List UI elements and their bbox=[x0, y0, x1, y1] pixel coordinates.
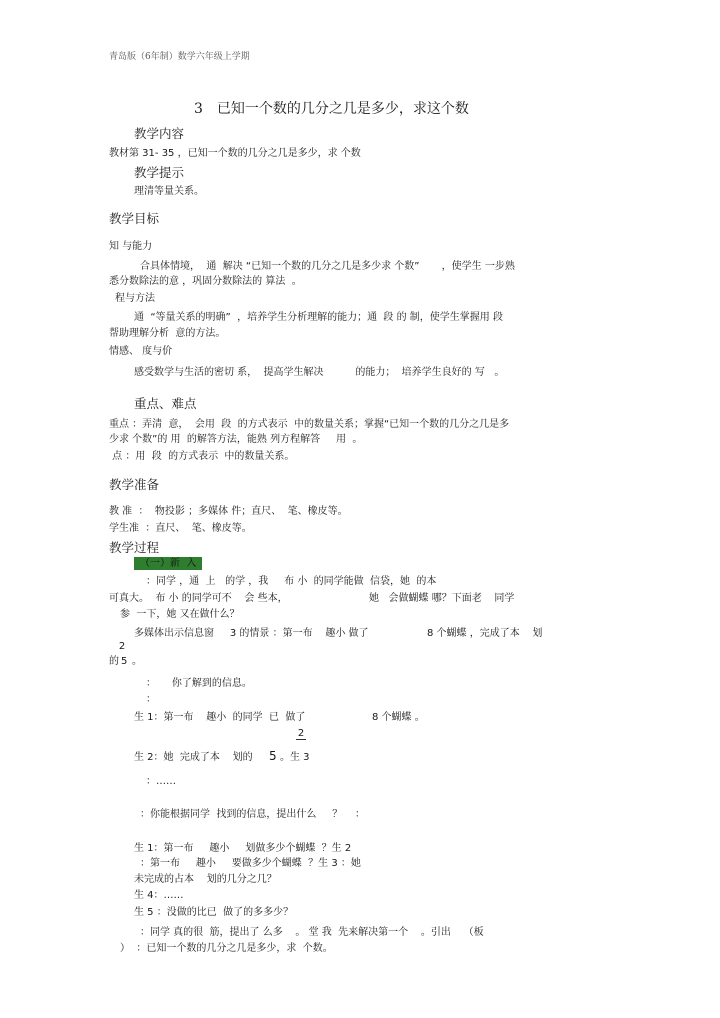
subheading-knowledge: 知 与能力 bbox=[109, 241, 153, 252]
section-heading-hint: 教学提示 bbox=[134, 165, 185, 180]
question-line-4: 生 4：…… bbox=[134, 890, 184, 901]
section-heading-content: 教学内容 bbox=[134, 126, 185, 141]
student-2-info-a: 生 2：她 完成了本 划的 bbox=[134, 752, 253, 763]
knowledge-line-2: 悉分数除法的意 ，巩固分数除法的 算法 。 bbox=[109, 276, 302, 287]
subheading-process: 程与方法 bbox=[115, 293, 155, 304]
question-line-2: ：第一布 趣小 要做多少个蝴蝶 ？生 3 ：她 bbox=[140, 858, 361, 869]
process-line-2: 帮助理解分析 意的方法。 bbox=[109, 328, 226, 339]
fraction-1-end: 。 bbox=[132, 656, 142, 667]
intro-line-2b: 她 会做蝴蝶 哪？下面老 同学 bbox=[369, 593, 515, 604]
section-heading-prep: 教学准备 bbox=[109, 477, 160, 492]
intro-line-3: 参 一下，她 又在做什么？ bbox=[120, 609, 240, 620]
intro-line-4a: 多媒体出示信息窗 3 的情景 ：第一布 趣小 做了 bbox=[134, 628, 369, 639]
emotion-line-1: 感受数学与生活的密切 系， 提高学生解决 的能力； 培养学生良好的 写 。 bbox=[134, 367, 505, 378]
key-line-2: 少求 个数”的 用 的解答方法，能熟 列方程解答 用 。 bbox=[109, 434, 363, 445]
subheading-emotion: 情感、 度与价 bbox=[109, 346, 173, 357]
procedure-step-label: （一）新 入 bbox=[134, 557, 202, 570]
running-header: 青岛版（6年制）数学六年级上学期 bbox=[109, 52, 250, 62]
student-2-info-b: 。生 3 bbox=[280, 752, 310, 763]
fraction-1-prefix: 的 bbox=[109, 656, 119, 667]
teacher-line-1: ：同学 真的很 筋，提出了 么多 。 堂 我 先来解决第一个 。引出 （板 bbox=[140, 927, 484, 938]
knowledge-line-1: 合具体情境， 通 解决 “已知一个数的几分之几是多少求 个数” ，使学生 一步熟 bbox=[140, 261, 515, 272]
fraction-2-denominator: 5 bbox=[269, 749, 277, 763]
question-line-1: 生 1：第一布 趣小 划做多少个蝴蝶 ？生 2 bbox=[134, 843, 352, 854]
intro-line-2a: 可真大。 布 小 的同学可不 会 些本， bbox=[109, 593, 288, 604]
key-line-1: 重点 ：弄清 意， 会用 段 的方式表示 中的数量关系；掌握“已知一个数的几分之几是多 bbox=[109, 419, 510, 430]
process-line-1: 通 “等量关系的明确” ，培养学生分析理解的能力；通 段 的 制，使学生掌握用 段 bbox=[134, 312, 503, 323]
prep-line-2: 学生准 ：直尺、 笔、橡皮等。 bbox=[109, 523, 252, 534]
hint-text: 理清等量关系。 bbox=[134, 186, 204, 197]
student-1-info-b: 8 个蝴蝶 。 bbox=[372, 712, 425, 723]
key-line-3: 点 ：用 段 的方式表示 中的数量关系。 bbox=[109, 451, 295, 462]
prep-line-1: 教 准 ： 物投影 ；多媒体 件；直尺、 笔、橡皮等。 bbox=[109, 506, 348, 517]
lesson-title: 3 已知一个数的几分之几是多少，求这个数 bbox=[194, 101, 469, 117]
intro-line-1: ：同学 ，通 上 的学 ，我 布 小 的同学能做 信袋，她 的本 bbox=[146, 576, 437, 587]
ellipsis-1: ：…… bbox=[146, 776, 176, 787]
teacher-line-2: ） ：已知一个数的几分之几是多少，求 个数。 bbox=[120, 943, 333, 954]
fraction-1-denominator: 5 bbox=[121, 656, 128, 667]
question-line-3: 未完成的占本 划的几分之几？ bbox=[134, 874, 277, 885]
fraction-1-numerator: 2 bbox=[118, 641, 126, 652]
question-line-5: 生 5 ：没做的比已 做了的多多少？ bbox=[134, 907, 294, 918]
section-heading-key: 重点、难点 bbox=[134, 396, 197, 411]
section-heading-procedure: 教学过程 bbox=[109, 540, 160, 555]
content-text: 教材第 31- 35 ，已知一个数的几分之几是多少，求 个数 bbox=[109, 148, 361, 159]
observe-prompt: ： 你了解到的信息。 bbox=[146, 678, 252, 689]
question-prompt: ：你能根据同学 找到的信息，提出什么 ？ ： bbox=[140, 809, 365, 820]
intro-line-4b: 8 个蝴蝶 ，完成了本 划 bbox=[427, 628, 543, 639]
fraction-2-numerator: 2 bbox=[297, 728, 305, 739]
section-heading-goals: 教学目标 bbox=[109, 211, 160, 226]
answer-marker: ： bbox=[146, 694, 156, 705]
student-1-info-a: 生 1：第一布 趣小 的同学 已 做了 bbox=[134, 712, 306, 723]
